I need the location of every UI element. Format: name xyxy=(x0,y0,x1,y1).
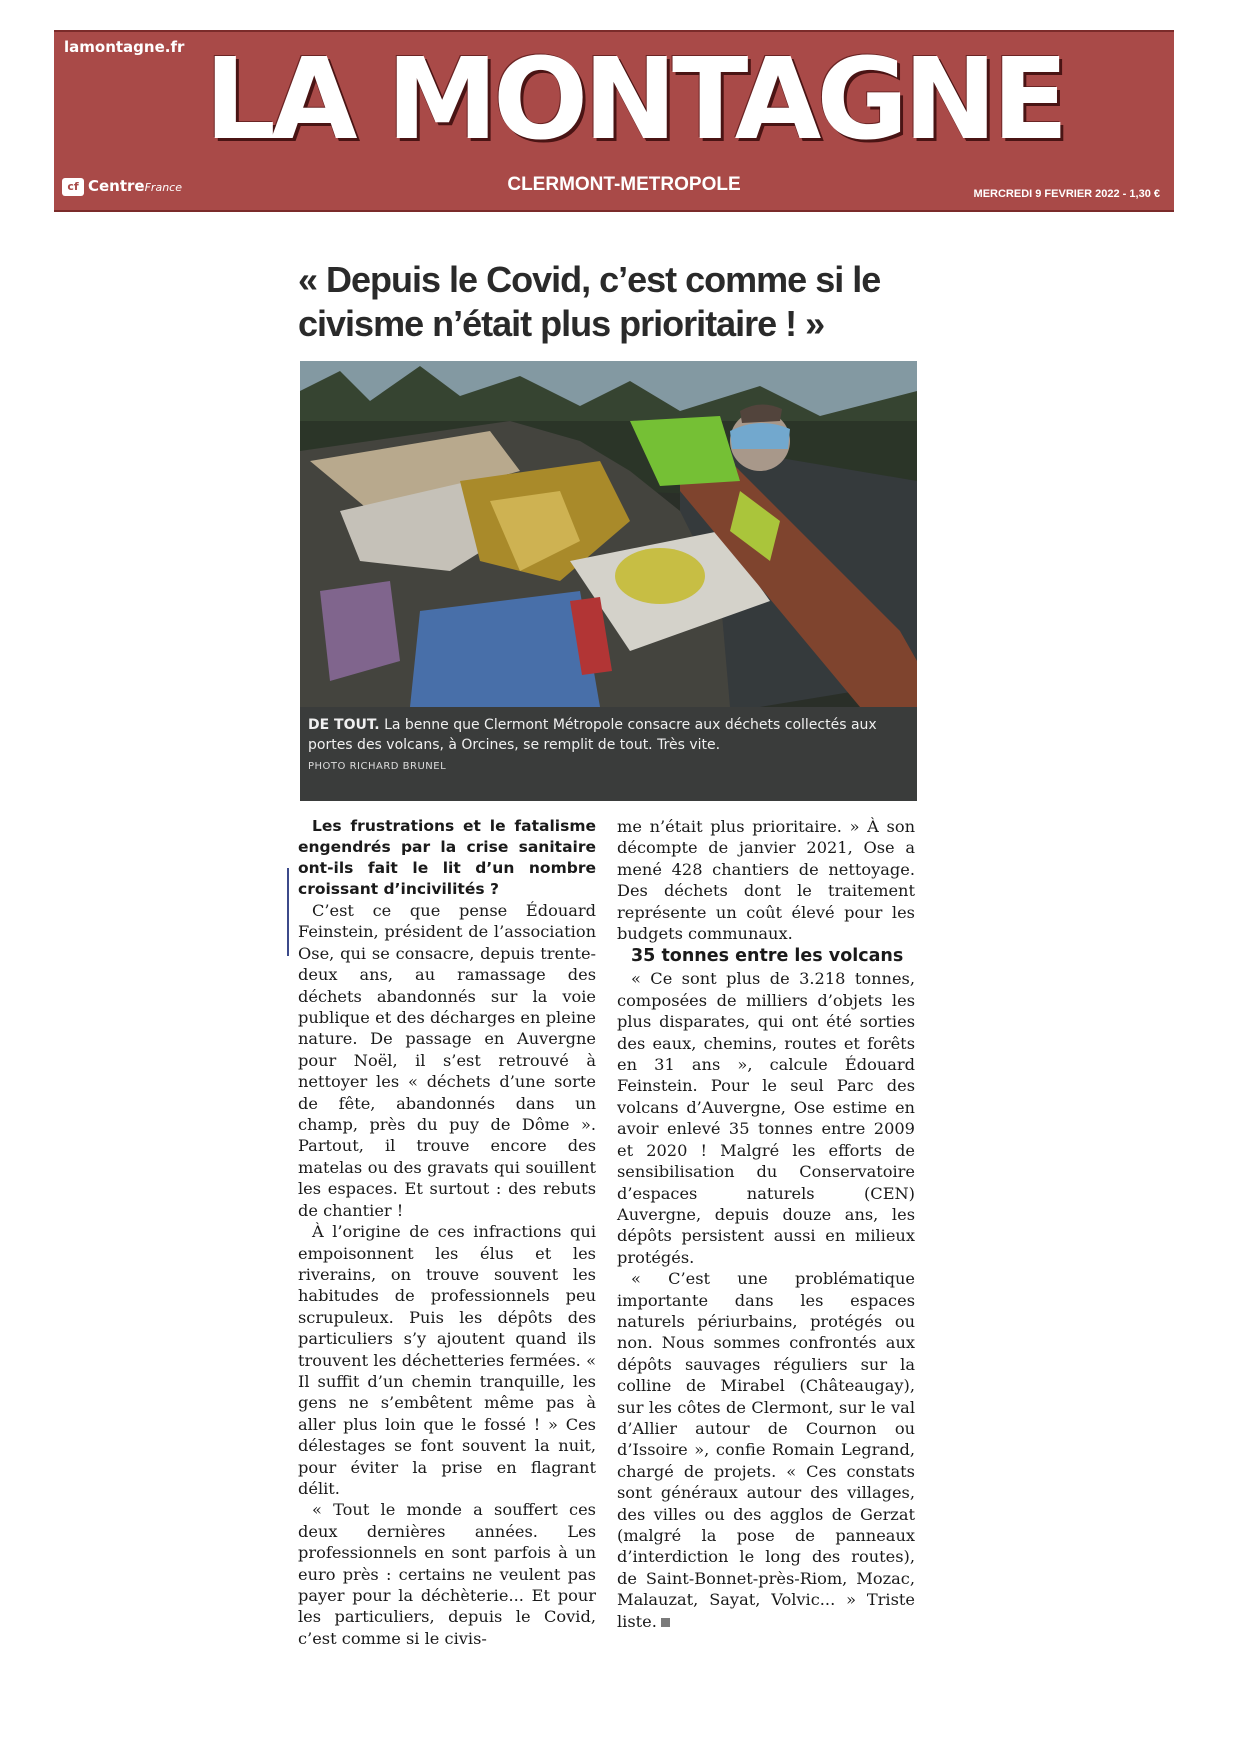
photo-caption xyxy=(300,707,917,801)
article-subhead: 35 tonnes entre les volcans xyxy=(631,946,904,967)
publisher-brand xyxy=(62,176,182,200)
newspaper-logo: LA MONTAGNE xyxy=(204,35,1064,165)
photo-credit: PHOTO RICHARD BRUNEL xyxy=(308,761,447,772)
column-rule xyxy=(287,868,289,956)
article-chapo: Les frustrations et le fatalisme engendrés par la crise sanitaire ont-ils fait le lit d’un nombre croissant d’incivilités ? xyxy=(298,817,596,898)
paragraph-1: C’est ce que pense Édouard Feinstein, président de l’association Ose, qui se consacre, depuis trente-deux ans, au ramassage des déchets abandonnés sur la voie publique et des décharges en pleine nature. De passage en Auvergne pour Noël, il s’est retrouvé à nettoyer les « déchets d’une sorte de fête, abandonnés dans un champ, près du puy de Dôme ». Partout, il trouve encore des matelas ou des gravats qui souillent les espaces. Et surtout : des rebuts de chantier ! xyxy=(298,901,596,1220)
article-column-2 xyxy=(617,816,915,1632)
article-column-1 xyxy=(298,816,596,1649)
article-photo xyxy=(300,361,917,707)
caption-lead: DE TOUT. xyxy=(308,717,380,733)
paragraph-6: « C’est une problématique importante dans les espaces naturels périurbains, protégés ou non. Nous sommes confrontés aux dépôts sauvages réguliers sur la colline de Mirabel (Châteaugay), sur les côtes de Clermont, sur le val d’Allier autour de Cournon ou d’Issoire », confie Romain Legrand, chargé de projets. « Ces constats sont généraux autour des villages, des villes ou des agglos de Gerzat (malgré la pose de panneaux d’interdiction le long des routes), de Saint-Bonnet-près-Riom, Mozac, Malauzat, Sayat, Volvic... » Triste liste. xyxy=(617,1269,915,1631)
edition-label: CLERMONT-METROPOLE xyxy=(507,174,741,195)
date-price: MERCREDI 9 FEVRIER 2022 - 1,30 € xyxy=(973,188,1160,200)
masthead xyxy=(54,30,1174,212)
brand-sub: France xyxy=(144,181,182,194)
paragraph-2: À l’origine de ces infractions qui empoisonnent les élus et les riverains, on trouve souvent les habitudes de professionnels peu scrupuleux. Puis les dépôts des particuliers s’y ajoutent quand ils trouvent les déchetteries fermées. « Il suffit d’un chemin tranquille, les gens ne s’embêtent même pas à aller plus loin que le fossé ! » Ces délestages se font souvent la nuit, pour éviter la prise en flagrant délit. xyxy=(298,1222,596,1498)
end-of-article-icon xyxy=(661,1618,670,1627)
paragraph-4: me n’était plus prioritaire. » À son décompte de janvier 2021, Ose a mené 428 chantiers de nettoyage. Des déchets dont le traitement représente un coût élevé pour les budgets communaux. xyxy=(617,817,915,944)
paragraph-3: « Tout le monde a souffert ces deux dernières années. Les professionnels en sont parfois à un euro près : certains ne veulent pas payer pour la déchèterie... Et pour les particuliers, depuis le Covid, c’est comme si le civis- xyxy=(298,1500,596,1648)
paragraph-6-wrap xyxy=(617,1268,915,1632)
caption-text: La benne que Clermont Métropole consacre aux déchets collectés aux portes des volcans, à Orcines, se remplit de tout. Très vite. xyxy=(308,717,877,753)
paragraph-5: « Ce sont plus de 3.218 tonnes, composées de milliers d’objets les plus disparates, qui ont été sorties des eaux, chemins, routes et forêts en 31 ans », calcule Édouard Feinstein. Pour le seul Parc des volcans d’Auvergne, Ose estime en avoir enlevé 35 tonnes entre 2009 et 2020 ! Malgré les efforts de sensibilisation du Conservatoire d’espaces naturels (CEN) Auvergne, depuis douze ans, les dépôts persistent aussi en milieux protégés. xyxy=(617,969,915,1267)
centre-france-icon: cf xyxy=(62,178,84,196)
brand-name: Centre xyxy=(88,177,145,195)
dumpster-photo-illustration xyxy=(300,361,917,707)
article-headline: « Depuis le Covid, c’est comme si le civisme n’était plus prioritaire ! » xyxy=(298,259,881,344)
site-url[interactable]: lamontagne.fr xyxy=(64,38,185,56)
